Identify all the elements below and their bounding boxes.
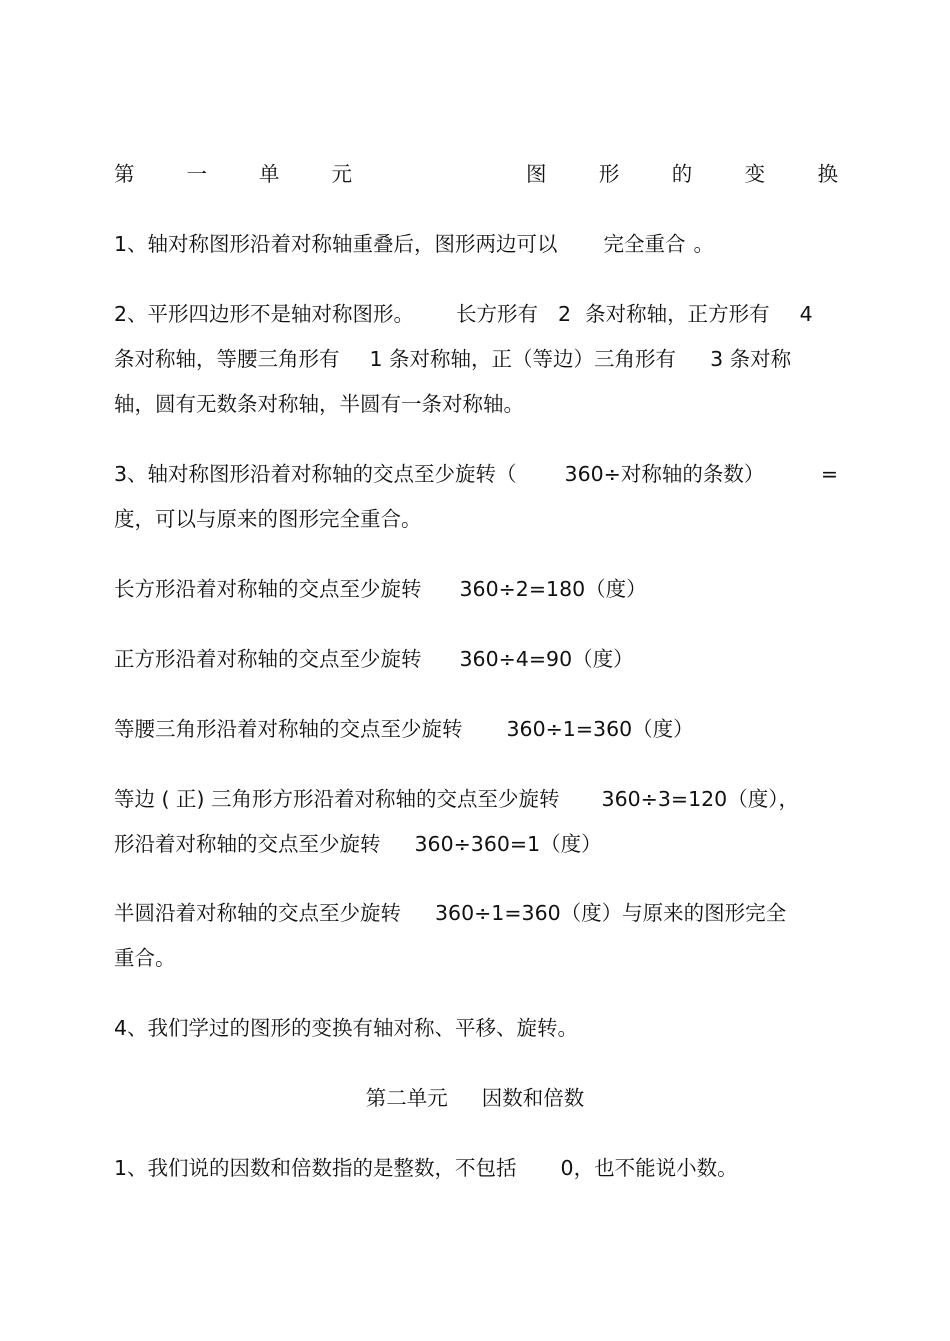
rotation-text: 半圆沿着对称轴的交点至少旋转 xyxy=(114,901,401,925)
p2-text: 条对称轴，正方形有 xyxy=(585,302,770,326)
title-char: 元 xyxy=(331,162,352,186)
p2-text: 条对称轴，等腰三角形有 xyxy=(114,347,340,371)
paragraph-2-line-2 xyxy=(114,347,838,371)
p2-number: 2 xyxy=(558,302,572,326)
rotation-rectangle xyxy=(114,577,838,601)
title-char: 一 xyxy=(186,162,207,186)
p2-text: 轴，圆有无数条对称轴，半圆有一条对称轴。 xyxy=(114,392,524,416)
unit2-title xyxy=(0,1086,950,1110)
paragraph-2-line-1 xyxy=(114,302,838,326)
rotation-calc: 360÷360=1（度） xyxy=(414,832,602,856)
paragraph-2-line-3 xyxy=(114,392,838,416)
title-char: 第 xyxy=(114,162,135,186)
p3-formula: 360÷对称轴的条数） xyxy=(564,462,765,486)
p2-text: 长方形有 xyxy=(456,302,539,326)
rotation-text: 长方形沿着对称轴的交点至少旋转 xyxy=(114,577,422,601)
title-char: 变 xyxy=(744,162,766,186)
p1-end: 。 xyxy=(693,232,715,256)
unit2-title-part: 第二单元 xyxy=(365,1086,448,1110)
p1-text: 1、轴对称图形沿着对称轴重叠后，图形两边可以 xyxy=(114,232,558,256)
u2p1-text: 0，也不能说小数。 xyxy=(560,1156,738,1180)
u2p1-text: 1、我们说的因数和倍数指的是整数，不包括 xyxy=(114,1156,517,1180)
rotation-equilateral-line-1 xyxy=(114,787,838,811)
rotation-text: 等腰三角形沿着对称轴的交点至少旋转 xyxy=(114,717,463,741)
paragraph-3-line-1 xyxy=(114,462,838,486)
p3-text: 度，可以与原来的图形完全重合。 xyxy=(114,507,422,531)
unit2-paragraph-1 xyxy=(114,1156,838,1180)
p2-text: 3 条对称 xyxy=(710,347,792,371)
unit1-title xyxy=(114,162,838,186)
rotation-square xyxy=(114,647,838,671)
rotation-semicircle-line-2 xyxy=(114,946,838,970)
rotation-calc: 360÷1=360（度） xyxy=(506,717,694,741)
rotation-semicircle-line-1 xyxy=(114,901,838,925)
p2-text: 2、平形四边形不是轴对称图形。 xyxy=(114,302,415,326)
unit2-title-part: 因数和倍数 xyxy=(481,1086,585,1110)
rotation-calc: 360÷3=120（度）， xyxy=(601,787,799,811)
rotation-text: 重合。 xyxy=(114,946,176,970)
rotation-calc: 360÷4=90（度） xyxy=(459,647,634,671)
rotation-calc: 360÷1=360（度）与原来的图形完全 xyxy=(435,901,787,925)
rotation-isosceles xyxy=(114,717,838,741)
title-char: 形 xyxy=(598,162,620,186)
p3-equals: = xyxy=(820,462,838,486)
rotation-text: 等边 ( 正) 三角形方形沿着对称轴的交点至少旋转 xyxy=(114,787,560,811)
p6-text: 4、我们学过的图形的变换有轴对称、平移、旋转。 xyxy=(114,1016,579,1040)
p2-text: 1 条对称轴，正（等边）三角形有 xyxy=(369,347,677,371)
p1-answer: 完全重合 xyxy=(603,232,686,256)
rotation-calc: 360÷2=180（度） xyxy=(459,577,647,601)
title-char: 单 xyxy=(259,162,280,186)
paragraph-4 xyxy=(114,1016,838,1040)
rotation-equilateral-line-2 xyxy=(114,832,838,856)
title-char: 图 xyxy=(526,162,547,186)
p3-text: 3、轴对称图形沿着对称轴的交点至少旋转（ xyxy=(114,462,517,486)
rotation-text: 形沿着对称轴的交点至少旋转 xyxy=(114,832,381,856)
title-char: 的 xyxy=(671,162,693,186)
rotation-text: 正方形沿着对称轴的交点至少旋转 xyxy=(114,647,422,671)
title-char: 换 xyxy=(817,162,838,186)
paragraph-1 xyxy=(114,232,838,256)
p2-number: 4 xyxy=(799,302,813,326)
paragraph-3-line-2 xyxy=(114,507,838,531)
